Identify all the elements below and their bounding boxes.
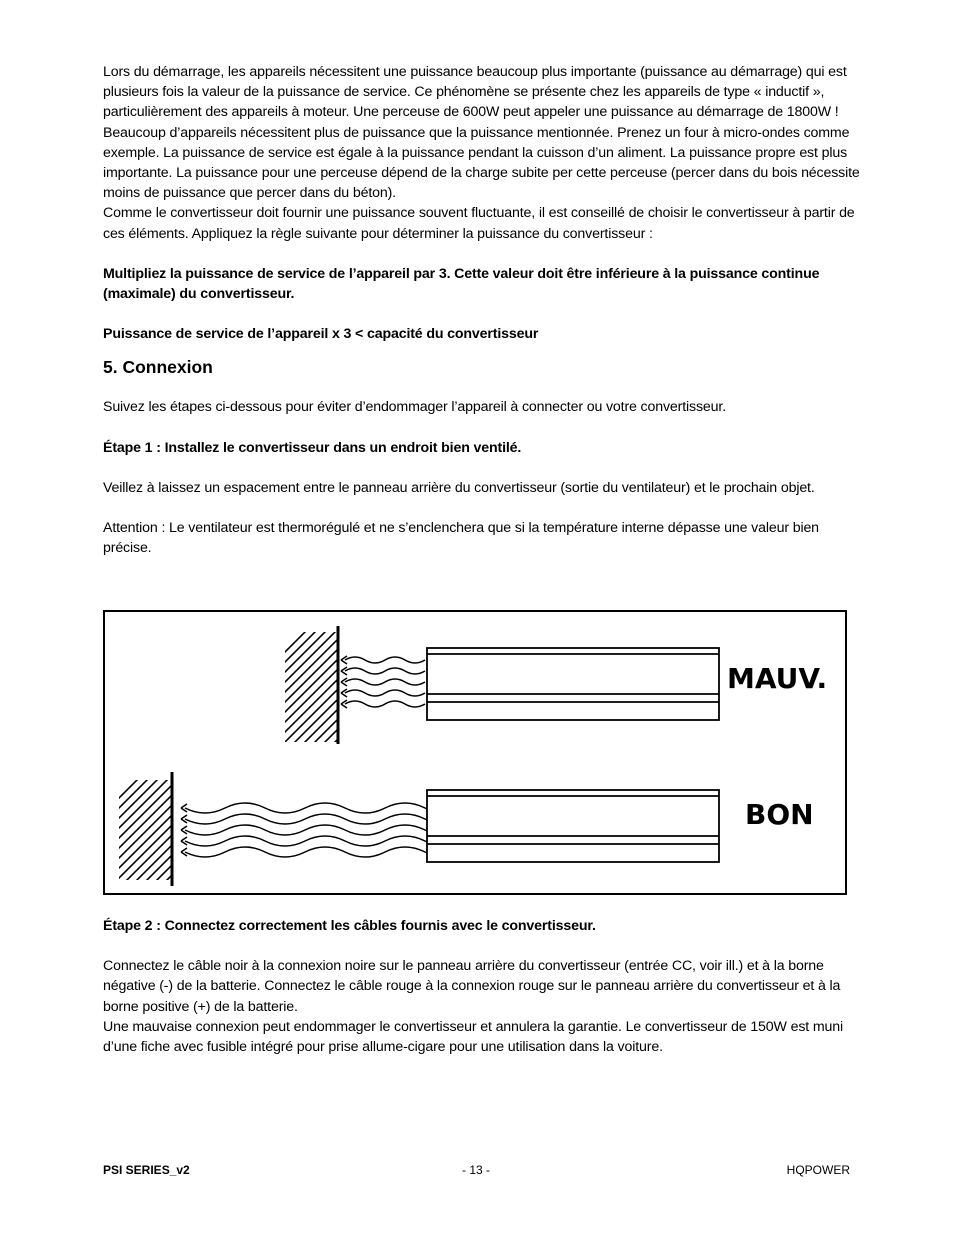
label-good: BON — [745, 798, 814, 831]
converter-bad — [427, 648, 719, 720]
ventilation-diagram — [105, 612, 845, 893]
step2-title: Étape 2 : Connectez correctement les câbles fournis avec le convertisseur. — [103, 918, 596, 934]
footer-left: PSI SERIES_v2 — [103, 1163, 190, 1177]
footer-right: HQPOWER — [786, 1163, 850, 1177]
converter-good — [427, 790, 719, 862]
footer-page-number: - 13 - — [462, 1163, 491, 1177]
intro-paragraph-consumption: Beaucoup d’appareils nécessitent plus de puissance que la puissance mentionnée. Prenez un four à micro-ondes comme exemple. La puissance de service est égale à la puissance pendant la cuisson d’un aliment. La puissance propre est plus importante. La puissance pour une perceuse dépend de la charge subite per cette perceuse (percer dans du bois nécessite moins de puissance que percer dans du béton). — [103, 124, 860, 202]
step1-note: Attention : Le ventilateur est thermorégulé et ne s’enclenchera que si la température interne dépasse une valeur bien précise. — [103, 520, 819, 557]
page-body — [103, 62, 863, 558]
airflow-bad — [341, 656, 425, 708]
step2-text-cables: Connectez le câble noir à la connexion noire sur le panneau arrière du convertisseur (entrée CC, voir ill.) et à la borne négative (-) de la batterie. Connectez le câble rouge à la connexion rouge sur le panneau arrière du convertisseur et à la borne positive (+) de la batterie. — [103, 958, 841, 1015]
formula-text: Puissance de service de l’appareil x 3 < capacité du convertisseur — [103, 326, 539, 343]
step1-title: Étape 1 : Installez le convertisseur dans un endroit bien ventilé. — [103, 439, 522, 456]
step1-text: Veillez à laissez un espacement entre le panneau arrière du convertisseur (sortie du ventilateur) et le prochain objet. — [103, 479, 815, 496]
intro-paragraph-advice: Comme le convertisseur doit fournir une puissance souvent fluctuante, il est conseillé de choisir le convertisseur à partir de ces éléments. Appliquez la règle suivante pour déterminer la puissance du convertisseur : — [103, 205, 855, 242]
label-bad: MAUV. — [727, 662, 828, 695]
section-lead: Suivez les étapes ci-dessous pour éviter d’endommager l’appareil à connecter ou votre convertisseur. — [103, 399, 726, 416]
airflow-good — [181, 803, 465, 857]
intro-paragraph-startup: Lors du démarrage, les appareils nécessitent une puissance beaucoup plus importante (puissance au démarrage) qui est plusieurs fois la valeur de la puissance de service. Ce phénomène se présente chez les appareils de type « inductif », particulièrement des appareils à moteur. Une perceuse de 600W peut appeler une puissance au démarrage de 1800W ! — [103, 64, 847, 121]
wall-hatch-bad — [265, 612, 345, 812]
step2-text-warranty: Une mauvaise connexion peut endommager le convertisseur et annulera la garantie. Le convertisseur de 150W est muni d’une fiche avec fusible intégré pour prise allume-cigare pour une utilisation dans la voiture. — [103, 1018, 843, 1056]
rule-text: Multipliez la puissance de service de l’appareil par 3. Cette valeur doit être inférieure à la puissance continue (maximale) du convertisseur. — [103, 265, 820, 303]
section-heading: 5. Connexion — [103, 357, 213, 378]
ventilation-figure — [103, 610, 847, 895]
step2-block — [103, 916, 863, 1057]
